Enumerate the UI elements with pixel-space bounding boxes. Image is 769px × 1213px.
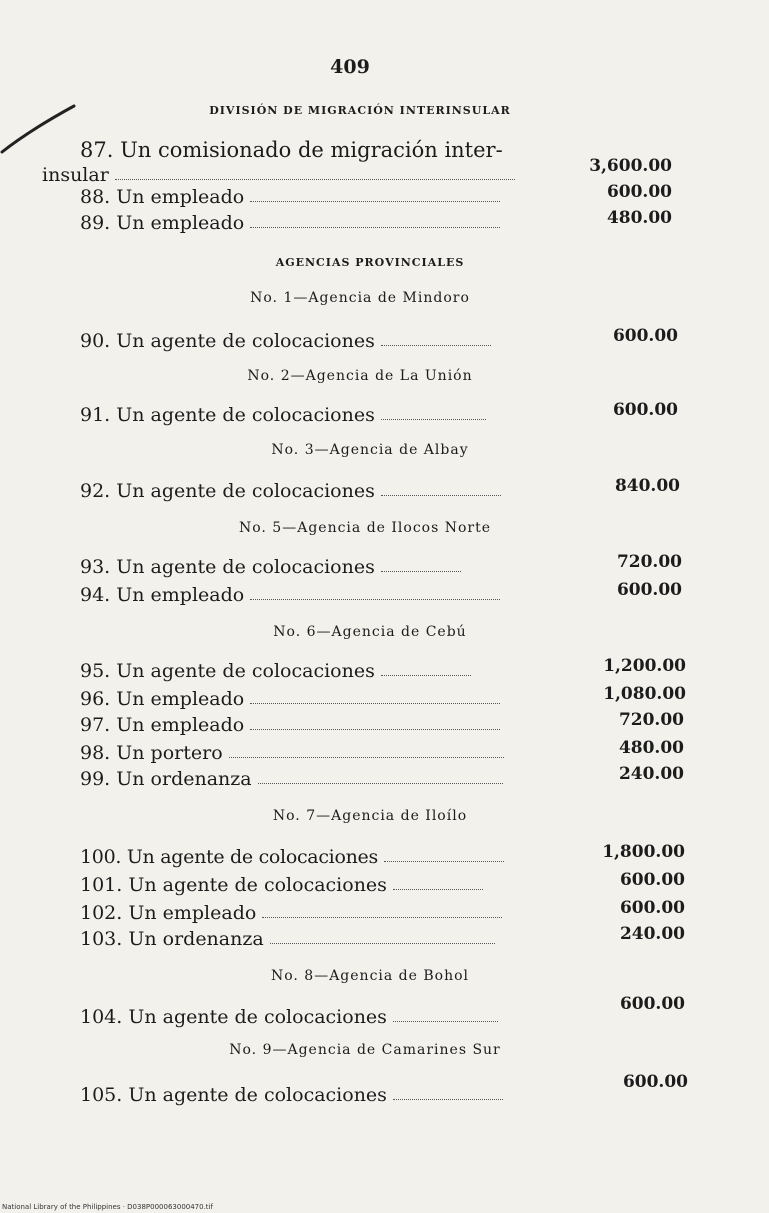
entry-105 <box>80 1072 688 1106</box>
entry-label: 105. Un agente de colocaciones <box>80 1084 387 1106</box>
entry-label: 91. Un agente de colocaciones <box>80 404 375 426</box>
agency-heading: No. 1—Agencia de Mindoro <box>250 290 470 306</box>
entry-98 <box>80 738 684 764</box>
agency-heading: No. 8—Agencia de Bohol <box>270 968 470 984</box>
entry-103 <box>80 924 685 950</box>
leader-dots <box>258 782 503 784</box>
entry-amount: 240.00 <box>618 764 684 784</box>
entry-102 <box>80 898 685 924</box>
entry-amount: 600.00 <box>619 898 685 918</box>
leader-dots <box>393 1020 498 1022</box>
leader-dots <box>384 860 504 862</box>
entry-100 <box>80 842 685 868</box>
page-number: 409 <box>330 56 370 78</box>
leader-dots <box>229 756 504 758</box>
entry-label: 102. Un empleado <box>80 902 257 924</box>
agency-heading: No. 5—Agencia de Ilocos Norte <box>238 520 492 536</box>
leader-dots <box>270 942 495 944</box>
entry-amount: 240.00 <box>619 924 685 944</box>
leader-dots <box>250 226 500 228</box>
leader-dots <box>262 916 502 918</box>
entry-amount: 600.00 <box>619 994 685 1014</box>
entry-90 <box>80 326 678 352</box>
footer-caption: National Library of the Philippines · D038P000063000470.tif <box>2 1203 213 1211</box>
entry-label: 88. Un empleado <box>80 186 245 208</box>
entry-101 <box>80 870 685 896</box>
entry-amount: 600.00 <box>622 1072 688 1092</box>
entry-92 <box>80 476 680 502</box>
leader-dots <box>250 728 500 730</box>
heading-provincial: AGENCIAS PROVINCIALES <box>275 256 465 269</box>
leader-dots <box>393 888 483 890</box>
entry-93 <box>80 552 682 578</box>
entry-99 <box>80 764 684 790</box>
agency-heading: No. 7—Agencia de Iloílo <box>272 808 468 824</box>
leader-dots <box>250 702 500 704</box>
leader-dots <box>381 418 486 420</box>
entry-label: 92. Un agente de colocaciones <box>80 480 375 502</box>
leader-dots <box>250 200 500 202</box>
leader-dots <box>250 598 500 600</box>
leader-dots <box>381 494 501 496</box>
entry-label: 90. Un agente de colocaciones <box>80 330 375 352</box>
entry-label: 89. Un empleado <box>80 212 245 234</box>
entry-amount: 600.00 <box>619 870 685 890</box>
entry-label: 95. Un agente de colocaciones <box>80 660 375 682</box>
entry-amount: 600.00 <box>612 400 678 420</box>
entry-amount: 720.00 <box>616 552 682 572</box>
entry-label: 96. Un empleado <box>80 688 245 710</box>
entry-amount: 1,080.00 <box>603 684 686 704</box>
entry-amount: 840.00 <box>614 476 680 496</box>
agency-heading: No. 6—Agencia de Cebú <box>273 624 467 640</box>
entry-amount: 480.00 <box>618 738 684 758</box>
entry-label: 101. Un agente de colocaciones <box>80 874 387 896</box>
leader-dots <box>115 178 515 180</box>
entry-95 <box>80 656 686 682</box>
entry-amount: 480.00 <box>606 208 672 228</box>
entry-amount: 1,200.00 <box>603 656 686 676</box>
entry-amount: 600.00 <box>612 326 678 346</box>
entry-label: 98. Un portero <box>80 742 223 764</box>
leader-dots <box>393 1098 503 1100</box>
agency-heading: No. 3—Agencia de Albay <box>271 442 469 458</box>
leader-dots <box>381 674 471 676</box>
leader-dots <box>381 570 461 572</box>
agency-heading: No. 9—Agencia de Camarines Sur <box>229 1042 501 1058</box>
entry-89 <box>80 208 672 234</box>
entry-amount: 600.00 <box>606 182 672 202</box>
entry-88 <box>80 182 672 208</box>
entry-97 <box>80 710 684 736</box>
entry-87-line1: 87. Un comisionado de migración inter- <box>80 138 503 162</box>
entry-91 <box>80 400 678 426</box>
leader-dots <box>381 344 491 346</box>
agency-heading: No. 2—Agencia de La Unión <box>247 368 473 384</box>
entry-label: 103. Un ordenanza <box>80 928 264 950</box>
entry-94 <box>80 580 682 606</box>
entry-label: 100. Un agente de colocaciones <box>80 846 378 868</box>
entry-label: insular <box>42 164 109 186</box>
heading-division: DIVISIÓN DE MIGRACIÓN INTERINSULAR <box>209 104 511 117</box>
entry-amount: 720.00 <box>618 710 684 730</box>
entry-label: 94. Un empleado <box>80 584 245 606</box>
entry-104 <box>80 994 685 1028</box>
entry-amount: 600.00 <box>616 580 682 600</box>
entry-label: 97. Un empleado <box>80 714 245 736</box>
entry-amount: 1,800.00 <box>602 842 685 862</box>
entry-label: 99. Un ordenanza <box>80 768 252 790</box>
entry-label: 104. Un agente de colocaciones <box>80 1006 387 1028</box>
entry-label: 93. Un agente de colocaciones <box>80 556 375 578</box>
entry-amount: 3,600.00 <box>589 156 672 176</box>
entry-96 <box>80 684 686 710</box>
